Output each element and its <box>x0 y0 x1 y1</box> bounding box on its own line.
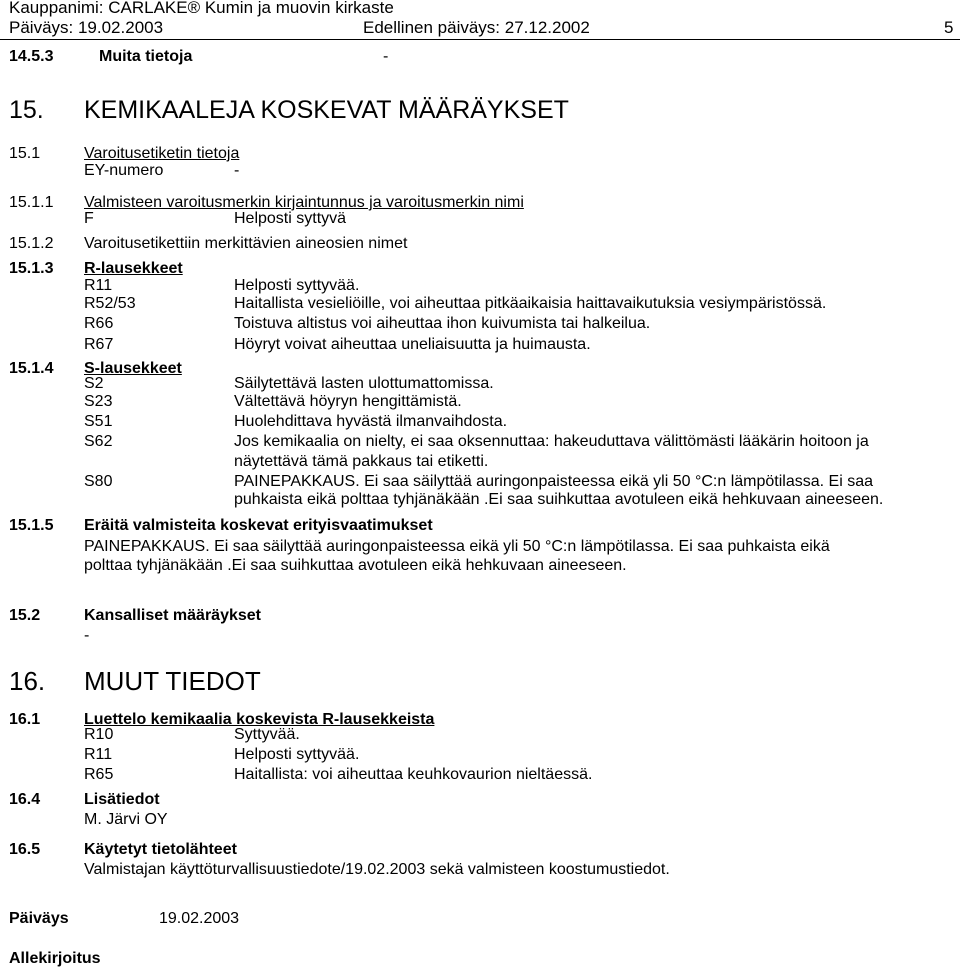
r-phrase-code: R52/53 <box>84 295 136 312</box>
chapter-number: 15. <box>9 96 44 124</box>
r-phrase-code: R11 <box>84 277 113 294</box>
hazard-symbol-name: Helposti syttyvä <box>234 210 347 227</box>
s-phrase-text-continued: puhkaista eikä polttaa tyhjänäkään .Ei saa suihkuttaa avotuleen eikä hehkuvaan aineeseen. <box>234 491 884 508</box>
r-phrase-text: Helposti syttyvää. <box>234 277 360 294</box>
special-requirements-text-continued: polttaa tyhjänäkään .Ei saa suihkuttaa avotuleen eikä hehkuvaan aineeseen. <box>84 557 627 574</box>
footer-date-label: Päiväys <box>9 910 69 927</box>
chapter-title: MUUT TIEDOT <box>84 666 261 696</box>
footer-signature-label: Allekirjoitus <box>9 950 101 967</box>
section-title: Eräitä valmisteita koskevat erityisvaatimukset <box>84 517 433 534</box>
r-phrase-text: Höyryt voivat aiheuttaa uneliaisuutta ja huimausta. <box>234 336 591 353</box>
header-previous-date: Edellinen päiväys: 27.12.2002 <box>363 18 590 37</box>
r-phrase-code: R10 <box>84 726 114 743</box>
r-phrase-text: Haitallista: voi aiheuttaa keuhkovaurion nieltäessä. <box>234 766 593 783</box>
r-phrase-code: R66 <box>84 315 114 332</box>
section-title: Valmisteen varoitusmerkin kirjaintunnus ja varoitusmerkin nimi <box>84 194 524 211</box>
section-value: - <box>383 48 389 65</box>
header-date: Päiväys: 19.02.2003 <box>9 18 164 37</box>
r-phrase-text: Syttyvää. <box>234 726 300 743</box>
section-number: 15.2 <box>9 607 41 624</box>
section-value: - <box>84 627 90 644</box>
s-phrase-code: S62 <box>84 433 113 450</box>
section-title: R-lausekkeet <box>84 260 183 277</box>
special-requirements-text: PAINEPAKKAUS. Ei saa säilyttää auringonpaisteessa eikä yli 50 °C:n lämpötilassa. Ei saa puhkaista eikä <box>84 538 830 555</box>
ey-number-label: EY-numero <box>84 162 164 179</box>
section-title: Kansalliset määräykset <box>84 607 261 624</box>
section-number: 16.1 <box>9 711 41 728</box>
hazard-symbol-letter: F <box>84 210 94 227</box>
s-phrase-code: S51 <box>84 413 113 430</box>
section-number: 15.1 <box>9 145 41 162</box>
section-title: Muita tietoja <box>99 48 193 65</box>
r-phrase-text: Toistuva altistus voi aiheuttaa ihon kuivumista tai halkeilua. <box>234 315 651 332</box>
s-phrase-text: Huolehdittava hyvästä ilmanvaihdosta. <box>234 413 508 430</box>
r-phrase-code: R11 <box>84 746 113 763</box>
section-value: M. Järvi OY <box>84 811 168 828</box>
s-phrase-text-continued: näytettävä tämä pakkaus tai etiketti. <box>234 453 489 470</box>
s-phrase-text: PAINEPAKKAUS. Ei saa säilyttää auringonpaisteessa eikä yli 50 °C:n lämpötilassa. Ei saa <box>234 473 874 490</box>
section-title: Varoitusetiketin tietoja <box>84 145 240 162</box>
section-number: 14.5.3 <box>9 48 54 65</box>
page-number: 5 <box>944 18 954 37</box>
ey-number-value: - <box>234 162 240 179</box>
s-phrase-code: S80 <box>84 473 113 490</box>
r-phrase-text: Haitallista vesieliöille, voi aiheuttaa pitkäaikaisia haittavaikutuksia vesiympäristössä. <box>234 295 827 312</box>
footer-date-value: 19.02.2003 <box>159 910 240 927</box>
s-phrase-text: Säilytettävä lasten ulottumattomissa. <box>234 375 494 392</box>
r-phrase-code: R67 <box>84 336 114 353</box>
section-number: 15.1.3 <box>9 260 54 277</box>
section-number: 15.1.2 <box>9 235 54 252</box>
chapter-number: 16. <box>9 666 46 696</box>
s-phrase-code: S23 <box>84 393 113 410</box>
section-title: Varoitusetikettiin merkittävien aineosien nimet <box>84 235 408 252</box>
section-number: 16.4 <box>9 791 41 808</box>
section-number: 16.5 <box>9 841 41 858</box>
s-phrase-text: Vältettävä höyryn hengittämistä. <box>234 393 462 410</box>
s-phrase-text: Jos kemikaalia on nielty, ei saa oksennuttaa: hakeuduttava välittömästi lääkärin hoitoon ja <box>234 433 869 450</box>
r-phrase-code: R65 <box>84 766 114 783</box>
section-title: Lisätiedot <box>84 791 160 808</box>
section-title: Luettelo kemikaalia koskevista R-lausekkeista <box>84 711 435 728</box>
r-phrase-text: Helposti syttyvää. <box>234 746 360 763</box>
s-phrase-code: S2 <box>84 375 104 392</box>
chapter-title: KEMIKAALEJA KOSKEVAT MÄÄRÄYKSET <box>84 96 569 124</box>
header-product: Kauppanimi: CARLAKE® Kumin ja muovin kirkaste <box>9 0 394 17</box>
section-number: 15.1.5 <box>9 517 54 534</box>
section-title: S-lausekkeet <box>84 360 182 377</box>
section-number: 15.1.4 <box>9 360 54 377</box>
section-title: Käytetyt tietolähteet <box>84 841 237 858</box>
section-value: Valmistajan käyttöturvallisuustiedote/19.02.2003 sekä valmisteen koostumustiedot. <box>84 861 670 878</box>
header-divider <box>0 39 960 40</box>
section-number: 15.1.1 <box>9 194 54 211</box>
